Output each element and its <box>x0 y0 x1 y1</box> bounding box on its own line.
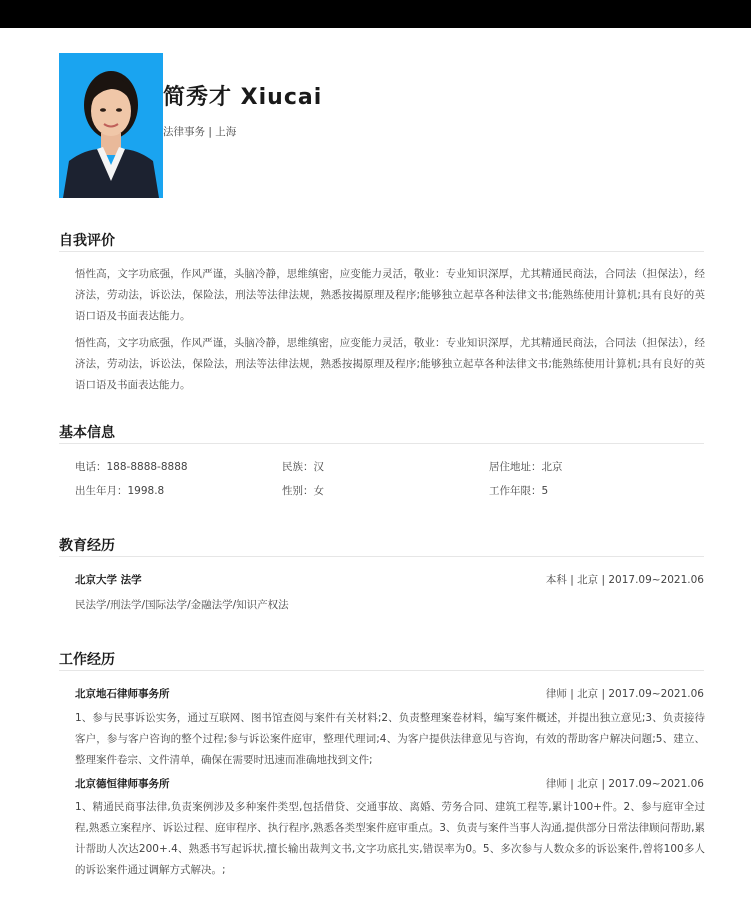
section-title-education: 教育经历 <box>59 538 115 554</box>
work-meta: 律师 | 北京 | 2017.09~2021.06 <box>545 688 704 700</box>
info-ethnicity: 民族：汉 <box>282 461 324 473</box>
work-company: 北京地石律师事务所 <box>75 688 170 700</box>
self-eval-paragraph: 悟性高，文字功底强，作风严谨，头脑冷静，思维缜密，应变能力灵活，敬业：专业知识深厚，尤其精通民商法，合同法（担保法），经济法，劳动法，诉讼法，保险法，刑法等法律法规，熟悉按揭原理及程序;能够独立起草各种法律文书;能熟练使用计算机;具有良好的英语口语及书面表达能力。 <box>75 337 705 391</box>
section-title-self-eval: 自我评价 <box>59 233 115 249</box>
profile-photo <box>59 53 163 198</box>
work-company: 北京德恒律师事务所 <box>75 778 170 790</box>
work-description: 1、参与民事诉讼实务，通过互联网、图书馆查阅与案件有关材料;2、负责整理案卷材料，编写案件概述，并提出独立意见;3、负责接待客户，参与客户咨询的整个过程;参与诉讼案件庭审，整理代理词;4、为客户提供法律意见与咨询，有效的帮助客户解决问题;5、建立、整理案件卷宗、文件清单，确保在需要时迅速而准确地找到文件; <box>75 712 705 766</box>
education-school: 北京大学 法学 <box>75 574 142 586</box>
work-description: 1、精通民商事法律,负责案例涉及多种案件类型,包括借贷、交通事故、离婚、劳务合同、建筑工程等,累计100+件。2、参与庭审全过程,熟悉立案程序、诉讼过程、庭审程序、执行程序,熟悉各类型案件庭审重点。3、负责与案件当事人沟通,提供部分日常法律顾问帮助,累计帮助人次达200+.4、熟悉书写起诉状,擅长输出裁判文书,文字功底扎实,错误率为0。5、多次参与人数众多的诉讼案件,曾将100多人的诉讼案件通过调解方式解决。; <box>75 801 705 876</box>
info-address: 居住地址：北京 <box>489 461 563 473</box>
divider <box>59 443 704 444</box>
info-birth: 出生年月：1998.8 <box>75 485 165 497</box>
info-phone: 电话：188-8888-8888 <box>75 461 188 473</box>
divider <box>59 251 704 252</box>
info-gender: 性别：女 <box>282 485 324 497</box>
info-years: 工作年限：5 <box>489 485 549 497</box>
divider <box>59 556 704 557</box>
divider <box>59 670 704 671</box>
section-title-work: 工作经历 <box>59 652 115 668</box>
education-meta: 本科 | 北京 | 2017.09~2021.06 <box>545 574 704 586</box>
education-courses: 民法学/刑法学/国际法学/金融法学/知识产权法 <box>75 599 289 611</box>
job-location: 法律事务 | 上海 <box>163 126 237 138</box>
section-title-basic-info: 基本信息 <box>59 425 115 441</box>
candidate-name: 简秀才 Xiucai <box>163 85 323 110</box>
self-eval-paragraph: 悟性高，文字功底强，作风严谨，头脑冷静，思维缜密，应变能力灵活，敬业：专业知识深厚，尤其精通民商法，合同法（担保法），经济法，劳动法，诉讼法，保险法，刑法等法律法规，熟悉按揭原理及程序;能够独立起草各种法律文书;能熟练使用计算机;具有良好的英语口语及书面表达能力。 <box>75 268 705 322</box>
work-meta: 律师 | 北京 | 2017.09~2021.06 <box>545 778 704 790</box>
portrait-image <box>59 53 163 198</box>
top-bar <box>0 0 751 28</box>
